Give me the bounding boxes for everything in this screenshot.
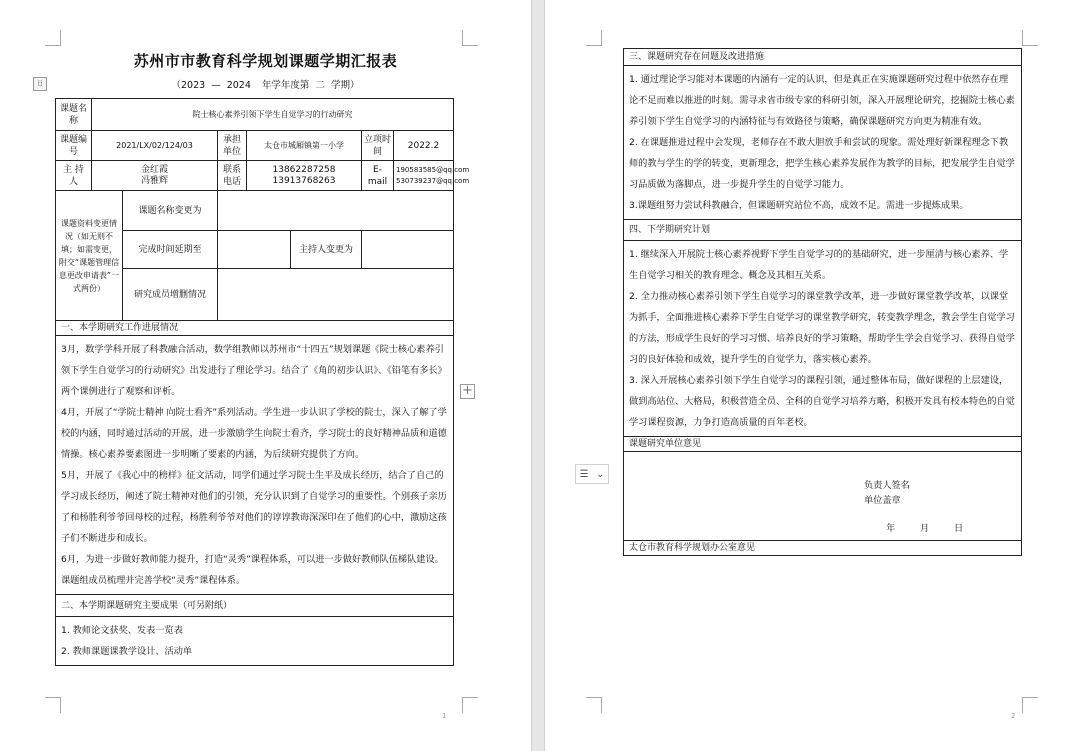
page-gap (531, 0, 545, 751)
paragraph: 6月，为进一步做好教师能力提升，打造“灵秀”课程体系，可以进一步做好教师队伍梯队建设。课题组成员梳理并完善学校“灵秀”课程体系。 (61, 554, 444, 586)
change-host-value (362, 231, 454, 269)
host-name: 金红霞 (140, 164, 168, 175)
report-table-part-2 (623, 48, 1022, 556)
crop-mark (462, 30, 478, 46)
host-label: 主 持 人 (56, 161, 92, 191)
office-opinion-header: 太仓市教育科学规划办公室意见 (624, 541, 1022, 556)
crop-mark (45, 30, 61, 46)
page-number: 1 (442, 712, 447, 720)
paragraph: 4月，开展了“学院士精神 向院士看齐”系列活动。学生进一步认识了学校的院士，深入了解了学校的内涵，同时通过活动的开展，进一步激励学生向院士看齐，学习院士的良好精神品质和道德情操。核心素养要素图进一步明晰了要素的内涵，为后续研究提供了方向。 (61, 407, 447, 460)
page-number: 2 (1011, 712, 1016, 720)
paragraph: 2. 全力推动核心素养引领下学生自觉学习的课堂教学改革，进一步做好课堂教学改革，以课堂为抓手，全面推进核心素养下学生自觉学习的课堂教学研究，转变教学理念，教会学生自觉学习的方法，形成学生良好的学习习惯、培养良好的学习策略，帮助学生学会自觉学习、获得自觉学习的良好体验和成效，提升学生的自觉学力，落实核心素养。 (629, 291, 1015, 365)
change-time-label: 完成时间延期至 (123, 231, 218, 269)
crop-mark (45, 697, 61, 713)
paragraph: 3.课题组努力尝试科教融合，但课题研究站位不高，成效不足。需进一步提炼成果。 (629, 200, 969, 211)
layout-icon: ☰ (579, 468, 589, 480)
section-3-body (624, 66, 1022, 220)
paragraph: 3. 深入开展核心素养引领下学生自觉学习的课程引领，通过整体布局，做好课程的上层建设，做到高站位、大格局，积极营造全员、全科的自觉学习培养方略，积极开发具有校本特色的自觉学习课程资源，力争打造高质量的百年老校。 (629, 375, 1015, 428)
phones (247, 161, 362, 191)
number-value: 2021/LX/02/124/03 (92, 131, 218, 161)
phone-label: 联系电话 (218, 161, 247, 191)
date-value: 2022.2 (394, 131, 454, 161)
paragraph: 3月，数学学科开展了科教融合活动，数学组教师以苏州市“十四五”规划课题《院士核心素养引领下学生自觉学习的行动研究》出发进行了理论学习。结合了《角的初步认识》、《铅笔有多长》两个课例进行了观察和评析。 (61, 344, 447, 397)
signature-label: 负责人签名 (864, 480, 910, 491)
layout-options-button[interactable] (575, 464, 609, 484)
topic-label: 课题名称 (56, 99, 92, 131)
change-host-label: 主持人变更为 (291, 231, 362, 269)
signature-block (624, 452, 1021, 540)
change-member-label: 研究成员增删情况 (123, 269, 218, 321)
list-item: 2. 教师课题课教学设计、活动单 (61, 646, 193, 657)
emails (394, 161, 470, 191)
section-4-header: 四、下学期研究计划 (624, 220, 1022, 241)
date-year-label: 年 (886, 523, 896, 534)
document-title: 苏州市市教育科学规划课题学期汇报表 (133, 52, 398, 70)
phone: 13913768263 (272, 175, 336, 186)
crop-mark (1022, 697, 1038, 713)
list-item: 1. 教师论文获奖、发表一览表 (61, 625, 183, 636)
crop-mark (586, 30, 602, 46)
section-2-body (56, 617, 454, 666)
date-day-label: 日 (954, 523, 964, 534)
paragraph: 5月，开展了《我心中的榜样》征文活动，同学们通过学习院士生平及成长经历，结合了自己的学习成长经历，阐述了院士精神对他们的引领，充分认识到了自觉学习的重要性。个别孩子亲历了和杨胜利爷爷回母校的过程，杨胜利爷爷对他们的谆谆教诲深深印在了他们的心中，激励这孩子们不断进步和成长。 (61, 470, 447, 544)
paragraph: 1. 继续深入开展院士核心素养视野下学生自觉学习的的基础研究，进一步厘清与核心素养、学生自觉学习相关的教育理念、概念及其相互关系。 (629, 249, 1009, 281)
change-name-label: 课题名称变更为 (123, 191, 218, 231)
section-2-header: 二、本学期课题研究主要成果（可另附纸） (56, 595, 454, 617)
phone: 13862287258 (272, 164, 336, 175)
chevron-down-icon: ⌄ (595, 468, 605, 480)
change-member-value (218, 269, 454, 321)
number-label: 课题编号 (56, 131, 92, 161)
email: 530739237@qq.com (396, 176, 470, 185)
email: 190583585@qq.com (396, 165, 470, 174)
host-name: 冯雅辉 (140, 175, 168, 186)
document-page-1 (0, 0, 531, 751)
term-subtitle: （2023 — 2024 年学年度第 二 学期） (171, 80, 360, 91)
add-row-icon[interactable]: + (460, 384, 475, 399)
crop-mark (1022, 30, 1038, 46)
section-4-body (624, 241, 1022, 437)
unit-label: 承担单位 (218, 131, 247, 161)
unit-opinion-body (624, 452, 1022, 541)
table-move-handle-icon[interactable]: ⁞⁞ (33, 77, 47, 91)
seal-label: 单位盖章 (864, 495, 901, 506)
crop-mark (586, 697, 602, 713)
report-table-part-1 (55, 98, 470, 666)
date-label: 立项时间 (362, 131, 394, 161)
paragraph: 1. 通过理论学习能对本课题的内涵有一定的认识，但是真正在实施课题研究过程中依然存在理论不足而难以推进的时刻。需寻求省市级专家的科研引领，深入开展理论研究，挖掘院士核心素养引领下学生自觉学习的内涵特征与有效路径与策略，确保课题研究方向更为精准有效。 (629, 74, 1015, 127)
topic-value: 院士核心素养引领下学生自觉学习的行动研究 (92, 99, 454, 131)
host-names (92, 161, 218, 191)
date-month-label: 月 (920, 523, 930, 534)
unit-opinion-header: 课题研究单位意见 (624, 437, 1022, 452)
unit-value: 太仓市城厢镇第一小学 (247, 131, 362, 161)
section-1-header: 一、本学期研究工作进展情况 (56, 321, 454, 336)
change-label: 课题资料变更情况（如无则不填；如需变更，附交“课题管理信息更改申请表”一式两份） (56, 191, 123, 321)
section-3-header: 三、课题研究存在问题及改进措施 (624, 49, 1022, 66)
crop-mark (462, 697, 478, 713)
change-name-value (218, 191, 454, 231)
change-time-value (218, 231, 291, 269)
section-1-body (56, 336, 454, 595)
email-label: E-mail (362, 161, 394, 191)
paragraph: 2. 在课题推进过程中会发现，老师存在不敢大胆放手和尝试的现象。需处理好新课程理念下教师的教与学生的学的转变，更新理念，把学生核心素养发展作为教学的目标，把发展学生自觉学习品质做为落脚点，进一步提升学生的自觉学习能力。 (629, 137, 1015, 190)
